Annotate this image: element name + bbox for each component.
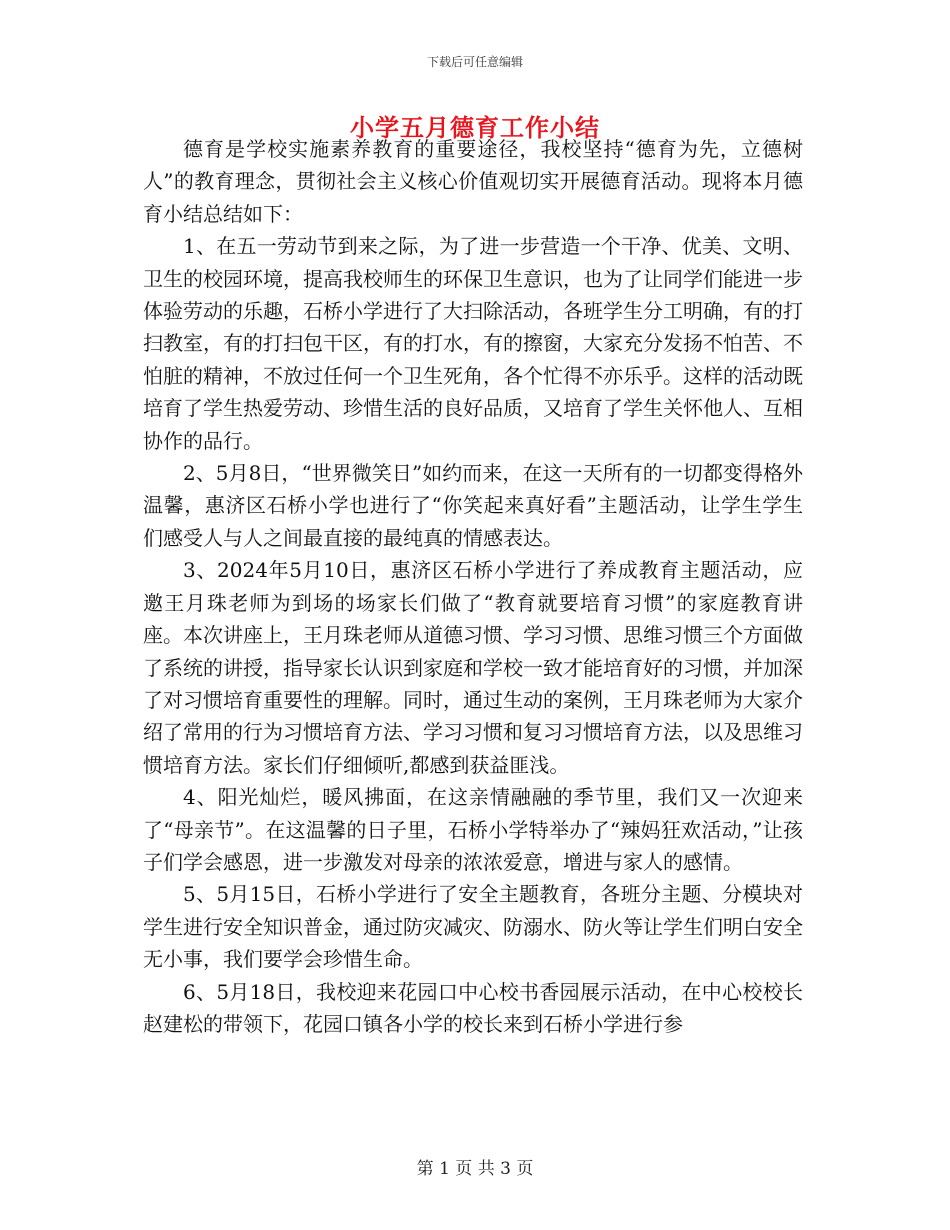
intro-paragraph: 德育是学校实施素养教育的重要途径，我校坚持“德育为先，立德树人”的教育理念，贯彻社会主义核心价值观切实开展德育活动。现将本月德育小结总结如下： (143, 137, 803, 226)
page-footer: 第 1 页 共 3 页 (416, 1159, 534, 1179)
document-body (143, 133, 803, 1040)
paragraph-item-2: 2、5月8日，“世界微笑日”如约而来，在这一天所有的一切都变得格外温馨，惠济区石桥小学也进行了“你笑起来真好看”主题活动，让学生学生们感受人与人之间最直接的最纯真的情感表达。 (143, 461, 803, 550)
paragraph-item-4: 4、阳光灿烂，暖风拂面，在这亲情融融的季节里，我们又一次迎来了“母亲节”。在这温馨的日子里，石桥小学特举办了“辣妈狂欢活动，”让孩子们学会感恩，进一步激发对母亲的浓浓爱意，增进与家人的感情。 (143, 785, 803, 874)
paragraph-item-5: 5、5月15日，石桥小学进行了安全主题教育，各班分主题、分模块对学生进行安全知识普金，通过防灾减灾、防溺水、防火等让学生们明白安全无小事，我们要学会珍惜生命。 (143, 882, 803, 972)
document-title: 小学五月德育工作小结 (350, 113, 600, 142)
paragraph-item-3: 3、2024年5月10日，惠济区石桥小学进行了养成教育主题活动，应邀王月珠老师为到场的场家长们做了“教育就要培育习惯”的家庭教育讲座。本次讲座上，王月珠老师从道德习惯、学习习惯、思维习惯三个方面做了系统的讲授，指导家长认识到家庭和学校一致才能培育好的习惯，并加深了对习惯培育重要性的理解。同时，通过生动的案例，王月珠老师为大家介绍了常用的行为习惯培育方法、学习习惯和复习习惯培育方法，以及思维习惯培育方法。家长们仔细倾听,都感到获益匪浅。 (143, 558, 803, 777)
paragraph-item-1: 1、在五一劳动节到来之际，为了进一步营造一个干净、优美、文明、卫生的校园环境，提高我校师生的环保卫生意识，也为了让同学们能进一步体验劳动的乐趣，石桥小学进行了大扫除活动，各班学生分工明确，有的打扫教室，有的打扫包干区，有的打水，有的擦窗，大家充分发扬不怕苦、不怕脏的精神，不放过任何一个卫生死角，各个忙得不亦乐乎。这样的活动既培育了学生热爱劳动、珍惜生活的良好品质，又培育了学生关怀他人、互相协作的品行。 (143, 234, 803, 453)
header-note: 下载后可任意编辑 (426, 55, 523, 69)
paragraph-item-6: 6、5月18日，我校迎来花园口中心校书香园展示活动，在中心校校长赵建松的带领下，花园口镇各小学的校长来到石桥小学进行参 (143, 979, 803, 1036)
